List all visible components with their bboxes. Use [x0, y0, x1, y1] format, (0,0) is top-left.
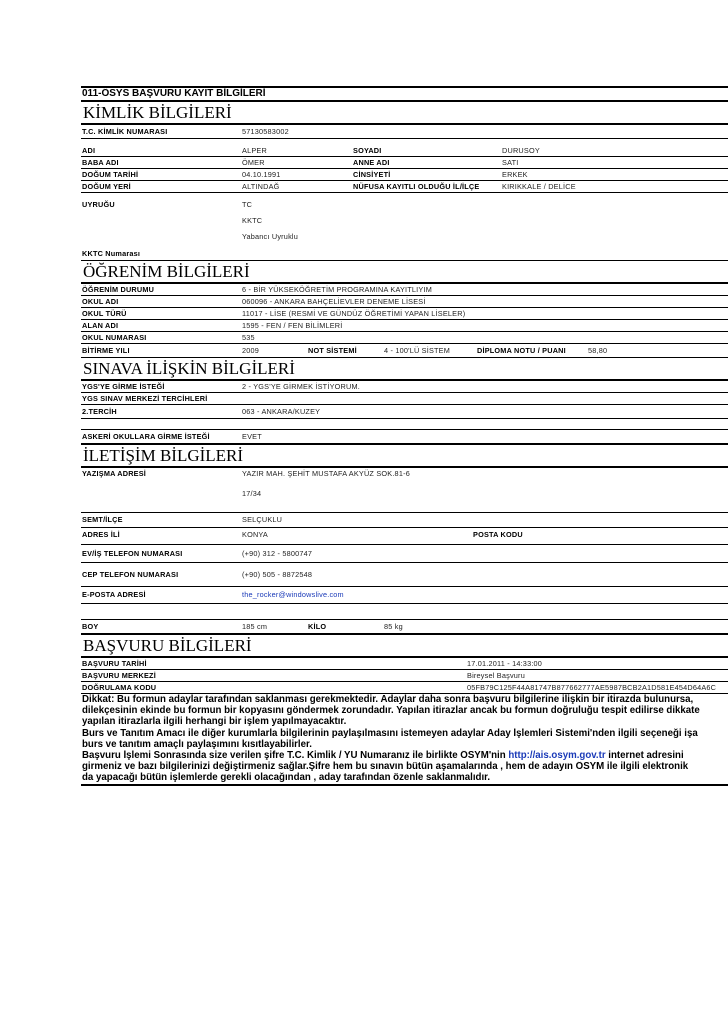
askeri-label: ASKERİ OKULLARA GİRME İSTEĞİ [82, 432, 210, 441]
okul-adi-label: OKUL ADI [82, 297, 119, 306]
nufus-value: KIRIKKALE / DELİCE [502, 182, 576, 191]
adres-label: YAZIŞMA ADRESİ [82, 469, 147, 478]
tc-label: T.C. KİMLİK NUMARASI [82, 127, 168, 136]
row-ev-tel [81, 545, 728, 563]
row-dogum-tarihi [81, 169, 728, 181]
askeri-value: EVET [242, 432, 262, 441]
dogum-yeri-value: ALTINDAĞ [242, 182, 280, 191]
eposta-label: E-POSTA ADRESİ [82, 590, 146, 599]
row-okul-turu [81, 308, 728, 320]
anne-value: SATI [502, 158, 519, 167]
row-basvuru-tarihi [81, 658, 728, 670]
baba-value: ÖMER [242, 158, 265, 167]
dogum-tarihi-label: DOĞUM TARİHİ [82, 170, 139, 179]
row-adi [81, 145, 728, 157]
soyadi-label: SOYADI [353, 146, 382, 155]
row-yabanci [81, 231, 728, 247]
section-title-iletisim: İLETİŞİM BİLGİLERİ [81, 445, 728, 468]
kktc-value: KKTC [242, 216, 263, 225]
anne-label: ANNE ADI [353, 158, 390, 167]
row-cep-tel [81, 563, 728, 587]
tercih2-label: 2.TERCİH [82, 407, 117, 416]
dogrulama-kodu-label: DOĞRULAMA KODU [82, 683, 157, 692]
kktc-no-label: KKTC Numarası [82, 249, 141, 258]
row-boy-kilo [81, 619, 728, 635]
ogrenim-durumu-label: ÖĞRENİM DURUMU [82, 285, 155, 294]
ev-tel-value: (+90) 312 - 5800747 [242, 549, 313, 558]
row-tc [81, 125, 728, 139]
cinsiyet-label: CİNSİYETİ [353, 170, 391, 179]
note-text: internet adresini [605, 750, 684, 762]
boy-label: BOY [82, 622, 99, 631]
ais-osym-link[interactable]: http://ais.osym.gov.tr [508, 750, 606, 762]
note-line: yapılan itirazlarla ilgili herhangi bir işlem yapılmayacaktır. [82, 716, 347, 728]
row-semt [81, 513, 728, 528]
ygs-label: YGS'YE GİRME İSTEĞİ [82, 382, 165, 391]
kilo-label: KİLO [308, 622, 327, 631]
cep-tel-label: CEP TELEFON NUMARASI [82, 570, 179, 579]
dogrulama-kodu-value: 05FB79C125F44A81747B877662777AE5987BCB2A1D581E454D64A6C [467, 683, 717, 692]
row-adres-ili [81, 528, 728, 545]
row-okul-no [81, 332, 728, 344]
row-tercih2 [81, 405, 728, 419]
row-ogrenim-durumu [81, 284, 728, 296]
okul-turu-value: 11017 - LİSE (RESMİ VE GÜNDÜZ ÖĞRETİMİ YAPAN LİSELER) [242, 309, 466, 318]
boy-value: 185 cm [242, 622, 268, 631]
alan-value: 1595 - FEN / FEN BİLİMLERİ [242, 321, 343, 330]
bitirme-label: BİTİRME YILI [82, 346, 130, 355]
tercih2-value: 063 - ANKARA/KUZEY [242, 407, 321, 416]
note-line: da yapacağı bütün işlemlerde gerekli olacağından , aday tarafından özenle saklanmalıdır. [82, 772, 491, 784]
cep-tel-value: (+90) 505 - 8872548 [242, 570, 313, 579]
nufus-label: NÜFUSA KAYITLI OLDUĞU İL/İLÇE [353, 182, 480, 191]
note-line: burs ve tanıtım amaçlı paylaşımını kısıtlayabilirler. [82, 738, 312, 750]
posta-kodu-label: POSTA KODU [473, 530, 523, 539]
row-adres2 [81, 488, 728, 513]
row-dogum-yeri [81, 181, 728, 193]
adi-value: ALPER [242, 146, 267, 155]
section-title-ogrenim: ÖĞRENİM BİLGİLERİ [81, 261, 728, 284]
note-line-with-link [81, 750, 728, 761]
row-kktc-no [81, 247, 728, 261]
section-title-kimlik: KİMLİK BİLGİLERİ [81, 102, 728, 125]
row-kktc [81, 215, 728, 231]
note-line: Dikkat: Bu formun adaylar tarafından saklanması gerekmektedir. Adaylar daha sonra başvuru bilgilerine ilişkin bir itirazda bulunursa, [82, 694, 694, 705]
row-dogrulama [81, 682, 728, 694]
row-uyrugu [81, 199, 728, 215]
semt-value: SELÇUKLU [242, 515, 283, 524]
form-title: 011-ÖSYS BAŞVURU KAYIT BİLGİLERİ [81, 86, 728, 102]
soyadi-value: DURUSOY [502, 146, 540, 155]
basvuru-merkezi-label: BAŞVURU MERKEZİ [82, 671, 156, 680]
okul-turu-label: OKUL TÜRÜ [82, 309, 127, 318]
adres-value-2: 17/34 [242, 489, 262, 498]
row-okul-adi [81, 296, 728, 308]
okul-no-label: OKUL NUMARASI [82, 333, 147, 342]
uyrugu-label: UYRUĞU [82, 200, 115, 209]
ogrenim-durumu-value: 6 - BİR YÜKSEKÖĞRETİM PROGRAMINA KAYITLIYIM [242, 285, 432, 294]
adi-label: ADI [82, 146, 96, 155]
cinsiyet-value: ERKEK [502, 170, 528, 179]
section-title-basvuru: BAŞVURU BİLGİLERİ [81, 635, 728, 658]
dogum-yeri-label: DOĞUM YERİ [82, 182, 131, 191]
basvuru-tarihi-value: 17.01.2011 - 14:33:00 [467, 659, 543, 668]
ygs-value: 2 - YGS'YE GİRMEK İSTİYORUM. [242, 382, 360, 391]
section-title-sinav: SINAVA İLİŞKİN BİLGİLERİ [81, 358, 728, 381]
baba-label: BABA ADI [82, 158, 119, 167]
okul-no-value: 535 [242, 333, 255, 342]
note-text: Başvuru İşlemi Sonrasında size verilen şifre T.C. Kimlik / YU Numaranız ile birlikte ÖSYM'nin [82, 750, 509, 762]
row-askeri [81, 429, 728, 445]
diploma-value: 58,80 [588, 346, 608, 355]
basvuru-merkezi-value: Bireysel Başvuru [467, 671, 525, 680]
tc-value: 57130583002 [242, 127, 289, 136]
alan-label: ALAN ADI [82, 321, 119, 330]
kilo-value: 85 kg [384, 622, 403, 631]
yabanci-uyruklu-value: Yabancı Uyruklu [242, 232, 298, 241]
not-sistemi-value: 4 - 100'LÜ SİSTEM [384, 346, 451, 355]
row-basvuru-merkezi [81, 670, 728, 682]
sinav-merkezi-label: YGS SINAV MERKEZİ TERCİHLERİ [82, 394, 208, 403]
row-eposta [81, 587, 728, 604]
basvuru-tarihi-label: BAŞVURU TARİHİ [82, 659, 147, 668]
eposta-value[interactable]: the_rocker@windowslive.com [242, 590, 344, 599]
row-alan [81, 320, 728, 332]
adres-value: YAZIR MAH. ŞEHİT MUSTAFA AKYÜZ SOK.81-6 [242, 469, 410, 478]
not-sistemi-label: NOT SİSTEMİ [308, 346, 357, 355]
diploma-label: DİPLOMA NOTU / PUANI [477, 346, 566, 355]
notes-block [81, 694, 728, 786]
row-bitirme [81, 344, 728, 358]
ev-tel-label: EV/İŞ TELEFON NUMARASI [82, 549, 183, 558]
okul-adi-value: 060096 - ANKARA BAHÇELİEVLER DENEME LİSESİ [242, 297, 426, 306]
note-line: dilekçesinin ekinde bu formun bir kopyasını göndermek zorundadır. Yapılan itirazlar ancak bu formun doğruluğu tespit edilirse dikkate [82, 705, 700, 717]
row-ygs [81, 381, 728, 393]
application-form [81, 86, 728, 786]
note-line: girmeniz ve bazı bilgilerinizi değiştirmeniz sağlar.Şifre hem bu sınavın bütün aşamalarında , hem de adayın ÖSYM ile ilgili elektronik [82, 761, 689, 773]
row-adres [81, 468, 728, 488]
adres-ili-value: KONYA [242, 530, 269, 539]
semt-label: SEMT/İLÇE [82, 515, 123, 524]
row-merkez [81, 393, 728, 405]
row-baba [81, 157, 728, 169]
note-line: Burs ve Tanıtım Amacı ile diğer kurumlarla bilgilerinin paylaşılmasını istemeyen adaylar Aday İşlemleri Sistemi'nden ilgili seçeneği işa [82, 727, 698, 739]
adres-ili-label: ADRES İLİ [82, 530, 120, 539]
uyrugu-value: TC [242, 200, 253, 209]
dogum-tarihi-value: 04.10.1991 [242, 170, 281, 179]
bitirme-value: 2009 [242, 346, 260, 355]
